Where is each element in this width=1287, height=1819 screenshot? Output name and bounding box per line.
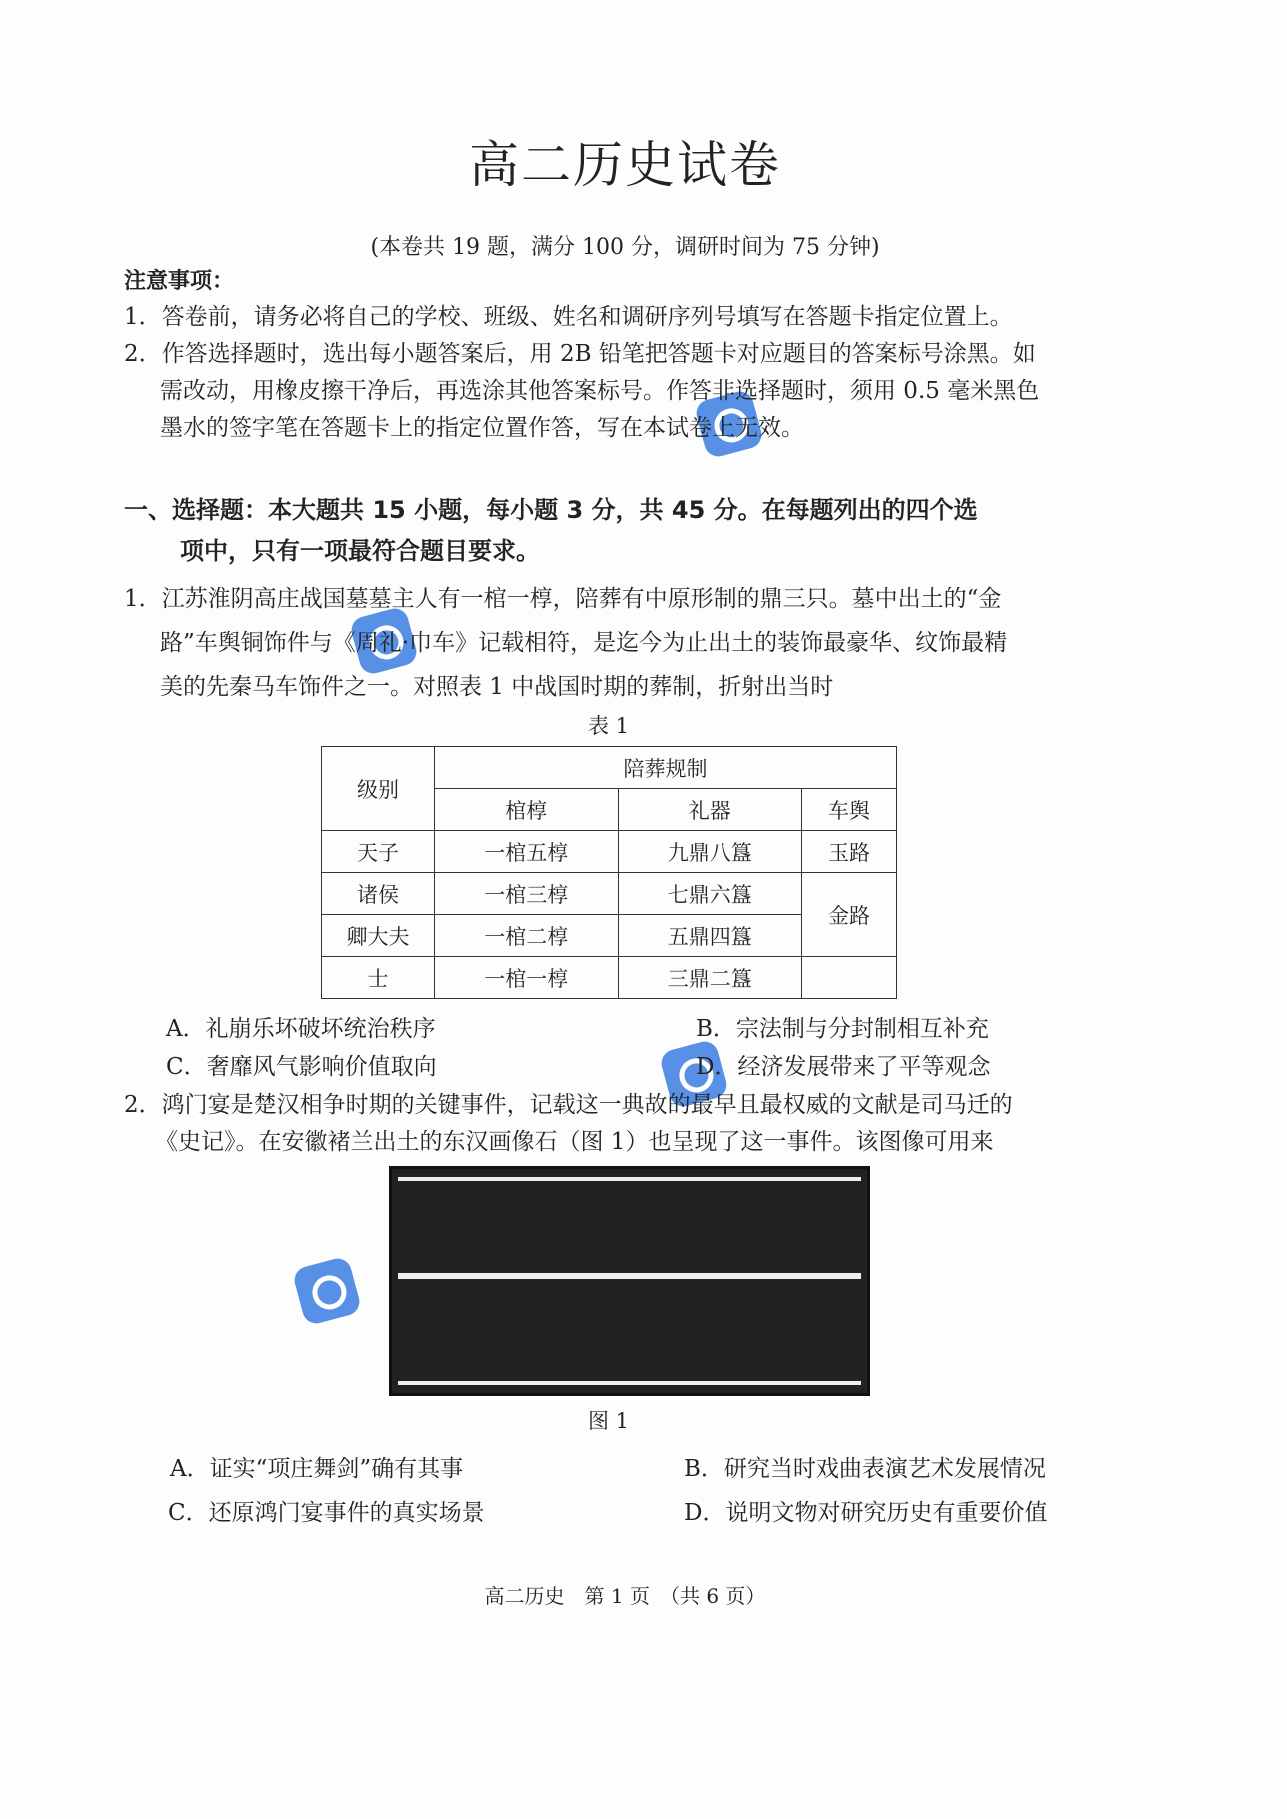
cell: 一棺三椁	[435, 873, 619, 915]
table-row	[322, 957, 897, 999]
cell: 士	[322, 957, 435, 999]
cell	[802, 957, 897, 999]
cell: 玉路	[802, 831, 897, 873]
table-caption: 表 1	[588, 714, 630, 738]
cell: 金路	[802, 873, 897, 957]
q2-option-a: A．证实“项庄舞剑”确有其事	[170, 1456, 464, 1482]
cell: 五鼎四簋	[618, 915, 802, 957]
th: 级别	[322, 747, 435, 831]
q1-option-d: D．经济发展带来了平等观念	[696, 1054, 991, 1080]
burial-table	[321, 746, 897, 999]
table-row	[322, 873, 897, 915]
q1-option-b: B．宗法制与分封制相互补充	[696, 1016, 989, 1042]
page-title: 高二历史试卷	[469, 136, 781, 194]
subtitle: (本卷共 19 题，满分 100 分，调研时间为 75 分钟)	[370, 235, 880, 260]
cell: 一棺二椁	[435, 915, 619, 957]
q2-text: 2．鸿门宴是楚汉相争时期的关键事件，记载这一典故的最早且最权威的文献是司马迁的	[124, 1092, 1013, 1118]
th: 陪葬规制	[435, 747, 897, 789]
stone-relief-image	[389, 1166, 870, 1396]
th: 礼器	[618, 789, 802, 831]
page-footer: 高二历史 第 1 页 （共 6 页）	[484, 1584, 766, 1608]
cell: 七鼎六簋	[618, 873, 802, 915]
cell: 卿大夫	[322, 915, 435, 957]
q2-text: 《史记》。在安徽褚兰出土的东汉画像石（图 1）也呈现了这一事件。该图像可用来	[155, 1129, 994, 1155]
q1-option-a: A．礼崩乐坏破坏统治秩序	[166, 1016, 436, 1042]
q1-text: 1．江苏淮阴高庄战国墓墓主人有一棺一椁，陪葬有中原形制的鼎三只。墓中出土的“金	[124, 586, 1002, 612]
cell: 一棺五椁	[435, 831, 619, 873]
section-heading: 一、选择题：本大题共 15 小题，每小题 3 分，共 45 分。在每题列出的四个选	[124, 496, 978, 524]
cell: 天子	[322, 831, 435, 873]
watermark-icon	[291, 1255, 362, 1326]
q2-option-b: B．研究当时戏曲表演艺术发展情况	[684, 1456, 1046, 1482]
cell: 诸侯	[322, 873, 435, 915]
cell: 九鼎八簋	[618, 831, 802, 873]
cell: 一棺一椁	[435, 957, 619, 999]
q2-option-c: C．还原鸿门宴事件的真实场景	[168, 1500, 485, 1526]
notes-header: 注意事项：	[124, 269, 235, 294]
cell: 三鼎二簋	[618, 957, 802, 999]
note-line: 墨水的签字笔在答题卡上的指定位置作答，写在本试卷上无效。	[160, 415, 804, 441]
note-line: 2．作答选择题时，选出每小题答案后，用 2B 铅笔把答题卡对应题目的答案标号涂黑。如	[124, 341, 1036, 367]
note-line: 1．答卷前，请务必将自己的学校、班级、姓名和调研序列号填写在答题卡指定位置上。	[124, 304, 1013, 330]
note-line: 需改动，用橡皮擦干净后，再选涂其他答案标号。作答非选择题时，须用 0.5 毫米黑色	[160, 378, 1040, 404]
table-row	[322, 831, 897, 873]
figure-caption: 图 1	[588, 1409, 630, 1433]
th: 车舆	[802, 789, 897, 831]
section-heading: 项中，只有一项最符合题目要求。	[180, 537, 540, 565]
q1-text: 路”车舆铜饰件与《周礼·巾车》记载相符，是迄今为止出土的装饰最豪华、纹饰最精	[160, 630, 1008, 656]
th: 棺椁	[435, 789, 619, 831]
q1-option-c: C．奢靡风气影响价值取向	[166, 1054, 437, 1080]
q2-option-d: D．说明文物对研究历史有重要价值	[684, 1500, 1048, 1526]
q1-text: 美的先秦马车饰件之一。对照表 1 中战国时期的葬制，折射出当时	[160, 674, 834, 700]
